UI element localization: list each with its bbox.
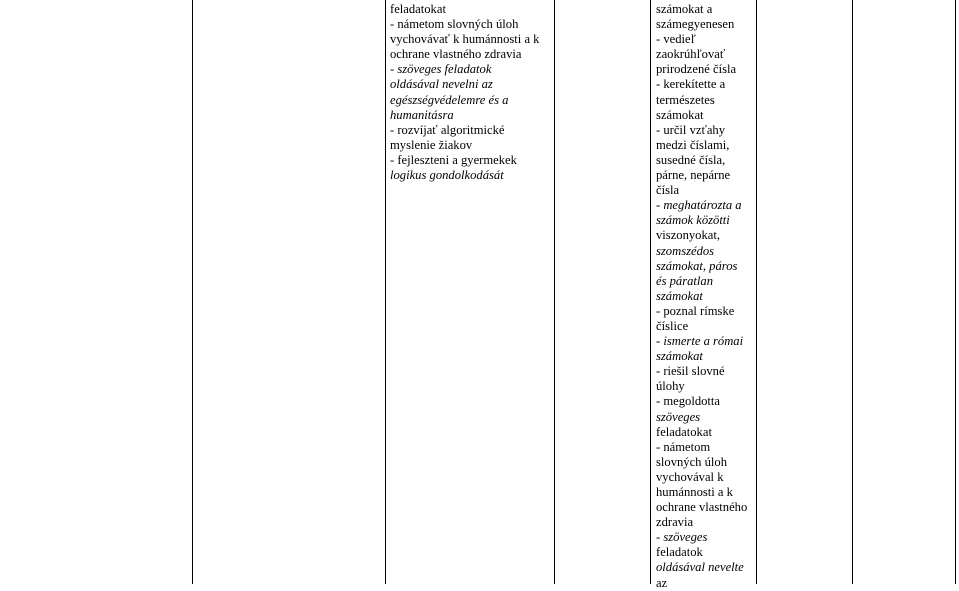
text-line: számokat: [656, 349, 703, 364]
text-line: szomszédos: [656, 243, 715, 258]
text-line: feladatok: [656, 545, 703, 560]
text-line: oldásával nevelte: [656, 560, 744, 575]
table-border-7: [955, 0, 956, 584]
text-line: - kerekítette a: [656, 77, 726, 92]
text-line: - riešil slovné: [656, 364, 725, 379]
text-line: szöveges: [656, 409, 701, 424]
text-line: - poznal rímske: [656, 303, 735, 318]
text-line: és páratlan: [656, 273, 714, 288]
text-line: susedné čísla,: [656, 152, 726, 167]
text-line: számokat, páros: [656, 258, 738, 273]
text-line: ochrane vlastného: [656, 500, 748, 515]
text-line: természetes: [656, 92, 715, 107]
text-line: - meghatározta a: [656, 198, 742, 213]
text-line: feladatokat: [656, 424, 712, 439]
table-border-1: [192, 0, 193, 584]
text-line: - fejleszteni a gyermekek: [390, 152, 517, 167]
text-line: feladatokat: [390, 2, 446, 16]
text-line: egészségvédelemre és a: [390, 92, 509, 107]
table-cell-goals: [390, 2, 552, 183]
text-line: viszonyokat,: [656, 228, 721, 243]
text-line: vychovávať k humánnosti a k: [390, 32, 540, 47]
text-line: medzi číslami,: [656, 137, 730, 152]
table-border-5: [756, 0, 757, 584]
text-line: számok közötti: [656, 213, 730, 228]
text-line: vychovával k: [656, 469, 724, 484]
text-line: számokat: [656, 107, 704, 122]
text-line: - rozvíjať algoritmické: [390, 122, 505, 137]
text-line: - szöveges: [656, 530, 708, 545]
text-line: logikus gondolkodását: [390, 168, 504, 183]
text-line: číslice: [656, 318, 689, 333]
text-line: oldásával nevelni az: [390, 77, 493, 92]
text-line: - ismerte a római: [656, 334, 744, 349]
text-line: - námetom slovných úloh: [390, 17, 519, 32]
table-border-3: [554, 0, 555, 584]
text-line: párne, nepárne: [656, 168, 731, 183]
text-line: humánnosti a k: [656, 485, 733, 499]
text-line: ochrane vlastného zdravia: [390, 47, 522, 62]
text-line: számegyenesen: [656, 17, 735, 32]
text-line: az: [656, 575, 668, 590]
text-line: myslenie žiakov: [390, 137, 473, 152]
text-line: prirodzené čísla: [656, 62, 737, 77]
text-line: humanitásra: [390, 107, 454, 122]
table-border-2: [385, 0, 386, 584]
text-line: számokat: [656, 288, 703, 303]
text-line: - určil vzťahy: [656, 122, 726, 137]
text-line: - szöveges feladatok: [390, 62, 492, 77]
text-line: - námetom: [656, 439, 711, 454]
text-line: čísla: [656, 183, 680, 198]
text-line: slovných úloh: [656, 454, 728, 469]
text-line: zaokrúhľovať: [656, 47, 726, 62]
text-line: - megoldotta: [656, 394, 721, 409]
text-line: - vedieľ: [656, 32, 696, 47]
text-line: úlohy: [656, 379, 685, 394]
table-cell-outcomes: [656, 2, 754, 591]
table-border-6: [852, 0, 853, 584]
table-border-4: [650, 0, 651, 584]
text-line: zdravia: [656, 515, 694, 530]
text-line: számokat a: [656, 2, 713, 16]
